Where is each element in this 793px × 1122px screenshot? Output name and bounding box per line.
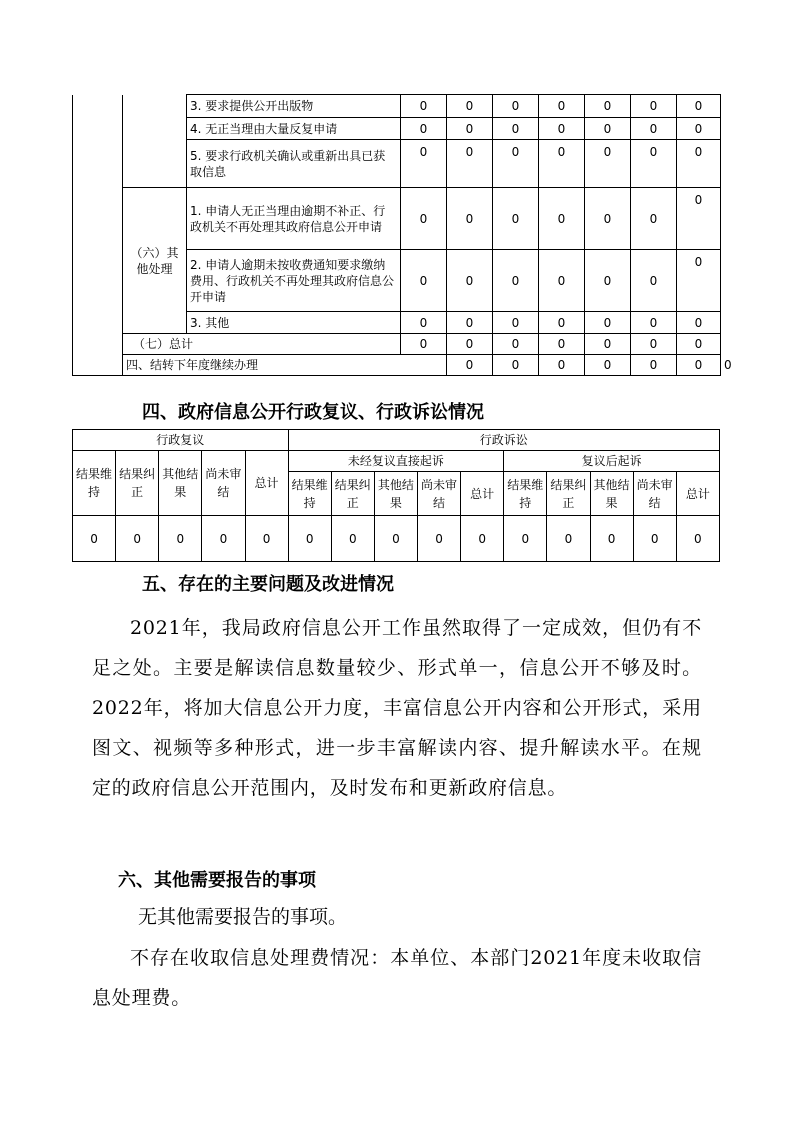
header-cell: 总计 [461, 472, 504, 516]
header-cell: 其他结果 [590, 472, 633, 516]
value-cell: 0 [539, 118, 585, 140]
carry-label: 四、结转下年度继续办理 [123, 355, 447, 376]
header-cell: 结果纠正 [116, 451, 159, 516]
value-cell: 0 [676, 516, 719, 562]
header-cell: 结果维持 [504, 472, 547, 516]
review-litigation-table [72, 429, 720, 562]
value-cell: 0 [539, 95, 585, 118]
value-cell: 0 [447, 118, 493, 140]
header-after: 复议后起诉 [504, 451, 720, 472]
section4-title: 四、政府信息公开行政复议、行政诉讼情况 [142, 402, 484, 423]
blank-cell [73, 95, 123, 376]
value-cell: 0 [677, 188, 721, 250]
value-cell: 0 [539, 188, 585, 250]
value-cell: 0 [401, 250, 447, 312]
section6-line1: 无其他需要报告的事项。 [138, 906, 348, 928]
value-cell: 0 [539, 250, 585, 312]
header-cell: 结果纠正 [331, 472, 374, 516]
section6-line2: 不存在收取信息处理费情况：本单位、本部门2021年度未收取信息处理费。 [92, 947, 702, 1009]
header-review: 行政复议 [73, 430, 289, 451]
value-cell: 0 [539, 140, 585, 188]
table-row [73, 95, 721, 118]
value-cell: 0 [288, 516, 331, 562]
value-cell: 0 [401, 95, 447, 118]
value-cell: 0 [493, 355, 539, 376]
value-cell: 0 [401, 188, 447, 250]
row-label: 5. 要求行政机关确认或重新出具已获取信息 [187, 140, 401, 188]
value-cell: 0 [401, 118, 447, 140]
application-handling-table [72, 94, 732, 376]
header-cell: 其他结果 [374, 472, 417, 516]
value-cell: 0 [677, 250, 721, 312]
header-cell: 尚未审结 [633, 472, 676, 516]
value-cell: 0 [633, 516, 676, 562]
total-label: （七）总计 [123, 334, 401, 355]
value-cell: 0 [585, 95, 631, 118]
value-cell: 0 [585, 140, 631, 188]
header-cell: 尚未审结 [418, 472, 461, 516]
row-label: 3. 要求提供公开出版物 [187, 95, 401, 118]
value-cell: 0 [418, 516, 461, 562]
value-cell: 0 [585, 118, 631, 140]
row-label: 3. 其他 [187, 312, 401, 334]
value-cell: 0 [539, 312, 585, 334]
value-cell: 0 [493, 250, 539, 312]
value-cell: 0 [401, 140, 447, 188]
value-cell: 0 [677, 312, 721, 334]
header-litigation: 行政诉讼 [288, 430, 719, 451]
value-cell: 0 [202, 516, 245, 562]
value-cell: 0 [631, 312, 677, 334]
header-cell: 结果纠正 [547, 472, 590, 516]
value-cell: 0 [331, 516, 374, 562]
value-cell: 0 [493, 188, 539, 250]
value-cell: 0 [504, 516, 547, 562]
value-cell: 0 [631, 188, 677, 250]
row-label: 4. 无正当理由大量反复申请 [187, 118, 401, 140]
value-cell: 0 [374, 516, 417, 562]
value-cell: 0 [73, 516, 116, 562]
header-cell: 结果维持 [73, 451, 116, 516]
value-cell: 0 [447, 188, 493, 250]
value-cell: 0 [159, 516, 202, 562]
value-cell: 0 [116, 516, 159, 562]
value-cell: 0 [447, 334, 493, 355]
value-cell: 0 [447, 95, 493, 118]
value-cell: 0 [493, 118, 539, 140]
value-cell: 0 [585, 355, 631, 376]
header-cell: 总计 [245, 451, 288, 516]
value-cell: 0 [447, 140, 493, 188]
value-cell: 0 [677, 95, 721, 118]
value-cell: 0 [401, 312, 447, 334]
value-cell: 0 [585, 312, 631, 334]
header-direct: 未经复议直接起诉 [288, 451, 504, 472]
value-cell: 0 [447, 312, 493, 334]
value-cell: 0 [493, 95, 539, 118]
value-cell: 0 [447, 355, 493, 376]
value-cell: 0 [245, 516, 288, 562]
value-cell: 0 [461, 516, 504, 562]
value-cell: 0 [547, 516, 590, 562]
group-label: （六）其他处理 [123, 188, 187, 334]
table-row [73, 334, 721, 355]
value-cell: 0 [677, 140, 721, 188]
value-cell: 0 [631, 95, 677, 118]
row-label: 1. 申请人无正当理由逾期不补正、行政机关不再处理其政府信息公开申请 [187, 188, 401, 250]
value-cell: 0 [585, 250, 631, 312]
table-row [73, 188, 721, 250]
section5-paragraph: 2021年，我局政府信息公开工作虽然取得了一定成效，但仍有不足之处。主要是解读信息数量较少、形式单一，信息公开不够及时。2022年，将加大信息公开力度，丰富信息公开内容和公开形式，采用图文、视频等多种形式，进一步丰富解读内容、提升解读水平。在规定的政府信息公开范围内，及时发布和更新政府信息。 [92, 617, 702, 799]
value-cell: 0 [539, 355, 585, 376]
value-cell: 0 [631, 334, 677, 355]
value-cell: 0 [585, 334, 631, 355]
value-cell: 0 [677, 334, 721, 355]
row-label: 2. 申请人逾期未按收费通知要求缴纳费用、行政机关不再处理其政府信息公开申请 [187, 250, 401, 312]
value-cell: 0 [631, 355, 677, 376]
value-cell: 0 [631, 118, 677, 140]
table-row [73, 516, 720, 562]
value-cell: 0 [493, 140, 539, 188]
value-cell: 0 [539, 334, 585, 355]
value-cell: 0 [631, 250, 677, 312]
blank-cell [123, 95, 187, 188]
value-cell: 0 [493, 312, 539, 334]
value-cell: 0 [447, 250, 493, 312]
section5-title: 五、存在的主要问题及改进情况 [142, 574, 394, 595]
value-cell: 0 [631, 140, 677, 188]
value-cell: 0 [585, 188, 631, 250]
header-cell: 总计 [676, 472, 719, 516]
value-cell: 0 [401, 334, 447, 355]
header-cell: 结果维持 [288, 472, 331, 516]
section6-title: 六、其他需要报告的事项 [118, 870, 316, 891]
value-cell: 0 [677, 355, 721, 376]
value-cell: 0 [677, 118, 721, 140]
header-cell: 尚未审结 [202, 451, 245, 516]
header-cell: 其他结果 [159, 451, 202, 516]
value-cell: 0 [590, 516, 633, 562]
table-row: 四、结转下年度继续办理 0 0 0 0 0 0 0 [73, 355, 721, 376]
value-cell: 0 [493, 334, 539, 355]
